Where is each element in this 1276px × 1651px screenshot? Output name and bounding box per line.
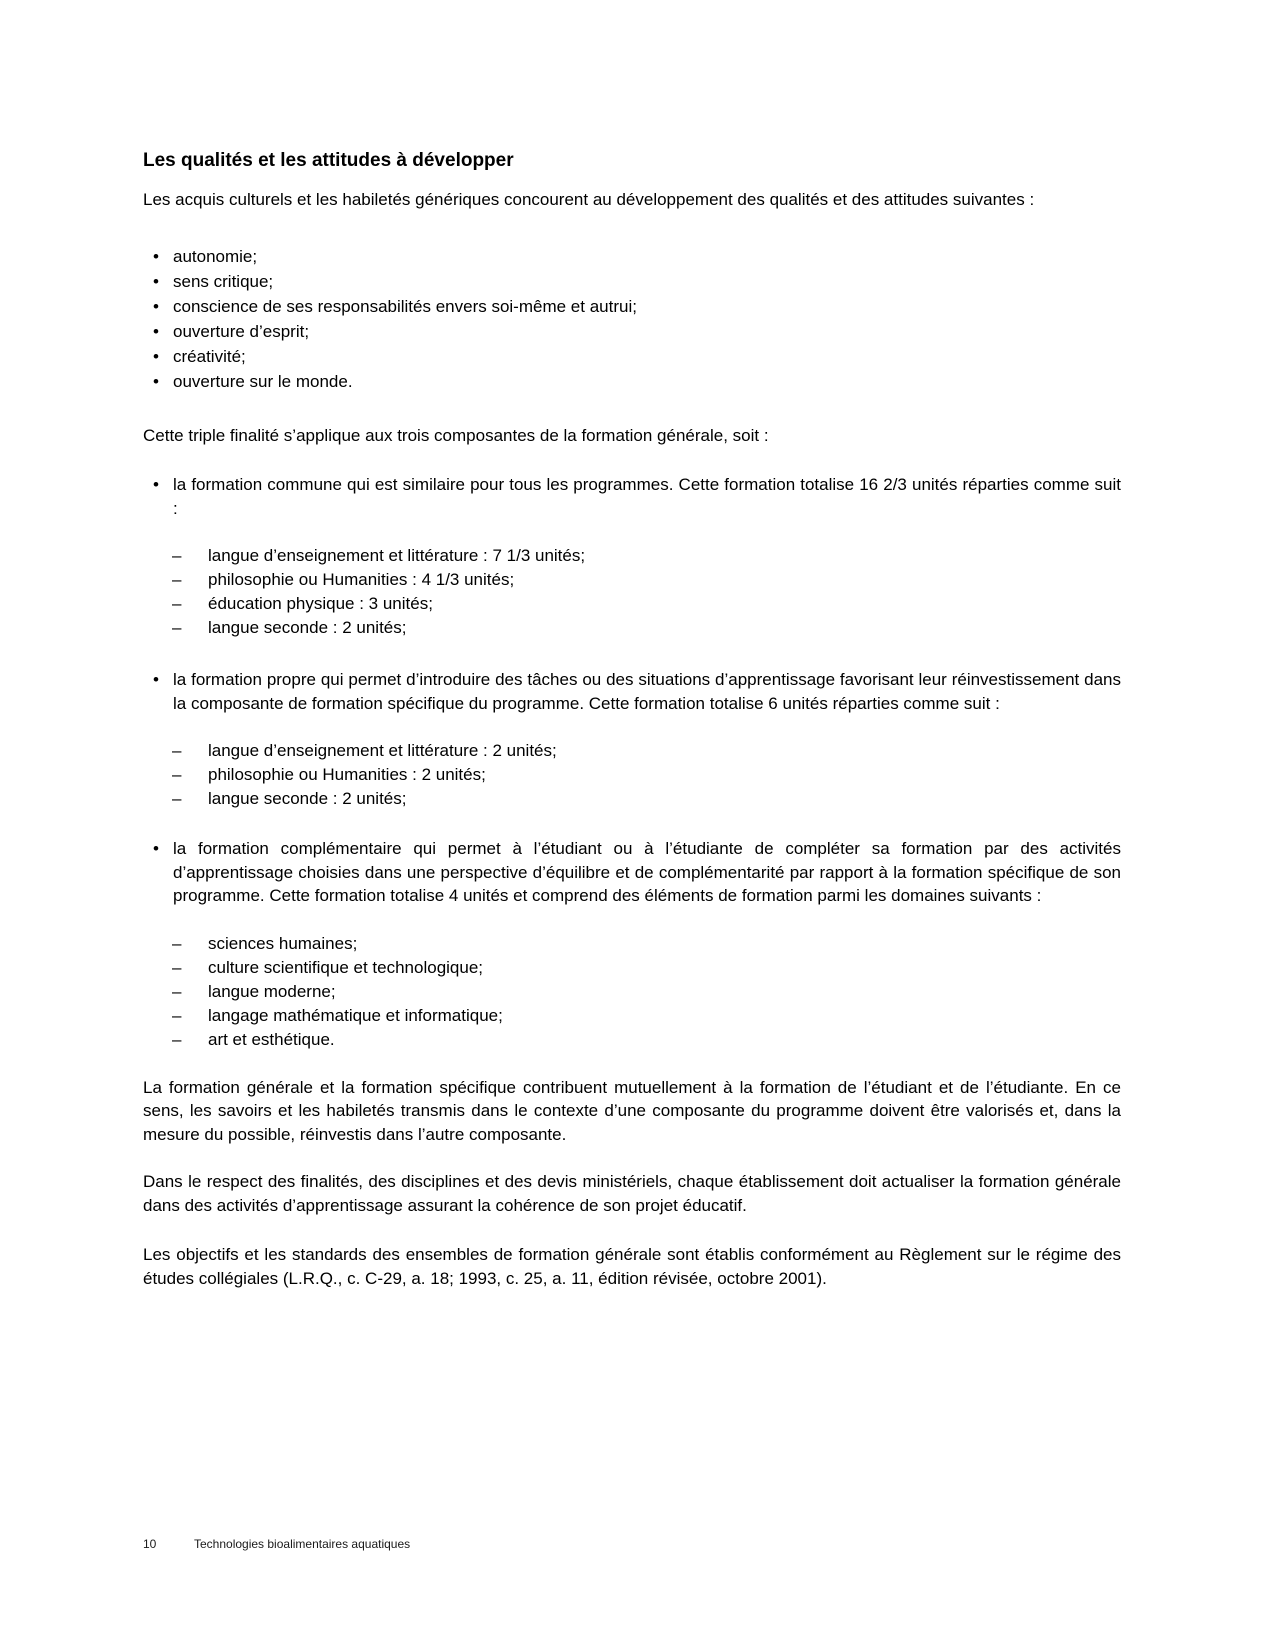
- list-item: [143, 344, 1121, 369]
- sub-list-item: [143, 739, 1121, 763]
- component-formation-complementaire: [143, 837, 1121, 908]
- bullet-marker: •: [153, 296, 159, 316]
- footer-page-number: 10: [143, 1537, 157, 1551]
- sub-list-item: [143, 1004, 1121, 1028]
- bullet-marker: •: [153, 271, 159, 291]
- list-item: [143, 269, 1121, 294]
- list-item-text: conscience de ses responsabilités envers soi-même et autrui;: [173, 296, 637, 316]
- sub-list-item-text: philosophie ou Humanities : 4 1/3 unités;: [208, 570, 515, 589]
- sub-list-item-text: langage mathématique et informatique;: [208, 1005, 503, 1025]
- sub-list-item-text: langue moderne;: [208, 981, 336, 1001]
- page-footer: [143, 1536, 410, 1552]
- dash-marker: –: [172, 1029, 182, 1049]
- dash-marker: –: [172, 789, 182, 808]
- sub-list-formation-commune: [143, 544, 1121, 640]
- sub-list-item: [143, 787, 1121, 811]
- sub-list-item-text: langue seconde : 2 unités;: [208, 789, 407, 808]
- bullet-item-text: la formation commune qui est similaire pour tous les programmes. Cette formation totalise 16 2/3 unités réparties comme suit :: [173, 475, 1121, 518]
- list-item-text: ouverture sur le monde.: [173, 371, 353, 391]
- sub-list-item: [143, 544, 1121, 568]
- list-item: [143, 294, 1121, 319]
- sub-list-item: [143, 616, 1121, 640]
- sub-list-formation-complementaire: [143, 932, 1121, 1052]
- sub-list-item: [143, 956, 1121, 980]
- component-formation-propre: [143, 668, 1121, 715]
- sub-list-item-text: sciences humaines;: [208, 933, 358, 953]
- sub-list-item: [143, 592, 1121, 616]
- sub-list-item-text: langue d’enseignement et littérature : 7 1/3 unités;: [208, 546, 586, 565]
- sub-list-item: [143, 980, 1121, 1004]
- dash-marker: –: [172, 957, 182, 977]
- dash-marker: –: [172, 1005, 182, 1025]
- dash-marker: –: [172, 546, 182, 565]
- bullet-marker: •: [153, 670, 159, 689]
- sub-list-item-text: langue seconde : 2 unités;: [208, 618, 407, 637]
- sub-list-item-text: art et esthétique.: [208, 1029, 335, 1049]
- bullet-marker: •: [153, 371, 159, 391]
- page-heading: Les qualités et les attitudes à développer: [143, 150, 514, 171]
- dash-marker: –: [172, 741, 182, 760]
- qualities-list: [143, 244, 1121, 394]
- dash-marker: –: [172, 933, 182, 953]
- bullet-marker: •: [153, 346, 159, 366]
- list-item-text: sens critique;: [173, 271, 274, 291]
- bullet-marker: •: [153, 321, 159, 341]
- bullet-item-text: la formation propre qui permet d’introduire des tâches ou des situations d’apprentissage favorisant leur réinvestissement dans la composante de formation spécifique du programme. Cette formation totalise 6 unités réparties comme suit :: [173, 670, 1121, 713]
- component-formation-commune: [143, 473, 1121, 520]
- footer-doc-title: Technologies bioalimentaires aquatiques: [194, 1537, 411, 1551]
- list-item-text: ouverture d’esprit;: [173, 321, 310, 341]
- dash-marker: –: [172, 618, 182, 637]
- list-item-text: créativité;: [173, 346, 246, 366]
- sub-list-item: [143, 568, 1121, 592]
- bullet-marker: •: [153, 475, 159, 494]
- dash-marker: –: [172, 570, 182, 589]
- bullet-item-text: la formation complémentaire qui permet à l’étudiant ou à l’étudiante de compléter sa formation par des activités d’apprentissage choisies dans une perspective d’équilibre et de complémentarité par rapport à la formation spécifique de son programme. Cette formation totalise 4 unités et comprend des éléments de formation parmi les domaines suivants :: [173, 839, 1121, 905]
- bullet-marker: •: [153, 246, 159, 266]
- dash-marker: –: [172, 981, 182, 1001]
- bullet-marker: •: [153, 839, 159, 858]
- sub-list-item: [143, 1028, 1121, 1052]
- sub-list-item-text: éducation physique : 3 unités;: [208, 594, 433, 613]
- list-item-text: autonomie;: [173, 246, 258, 266]
- sub-list-item: [143, 763, 1121, 787]
- closing-paragraph-1: La formation générale et la formation spécifique contribuent mutuellement à la formation de l’étudiant et de l’étudiante. En ce sens, les savoirs et les habiletés transmis dans le contexte d’une composante du programme doivent être valorisés et, dans la mesure du possible, réinvestis dans l’autre composante.: [143, 1077, 1121, 1144]
- closing-paragraph-2: Dans le respect des finalités, des disciplines et des devis ministériels, chaque établissement doit actualiser la formation générale dans des activités d’apprentissage assurant la cohérence de son projet éducatif.: [143, 1172, 1121, 1215]
- page-content: [143, 148, 1121, 1290]
- dash-marker: –: [172, 765, 182, 784]
- closing-paragraph-3: Les objectifs et les standards des ensembles de formation générale sont établis conformément au Règlement sur le régime des études collégiales (L.R.Q., c. C-29, a. 18; 1993, c. 25, a. 11, édition révisée, octobre 2001).: [143, 1245, 1121, 1288]
- list-item: [143, 244, 1121, 269]
- sub-list-item-text: philosophie ou Humanities : 2 unités;: [208, 765, 486, 784]
- sub-list-item-text: culture scientifique et technologique;: [208, 957, 484, 977]
- list-item: [143, 369, 1121, 394]
- list-item: [143, 319, 1121, 344]
- sub-list-item: [143, 932, 1121, 956]
- sub-list-formation-propre: [143, 739, 1121, 811]
- sub-list-item-text: langue d’enseignement et littérature : 2 unités;: [208, 741, 557, 760]
- dash-marker: –: [172, 594, 182, 613]
- transition-paragraph: Cette triple finalité s’applique aux trois composantes de la formation générale, soit :: [143, 425, 769, 445]
- intro-paragraph: Les acquis culturels et les habiletés génériques concourent au développement des qualités et des attitudes suivantes :: [143, 190, 1035, 209]
